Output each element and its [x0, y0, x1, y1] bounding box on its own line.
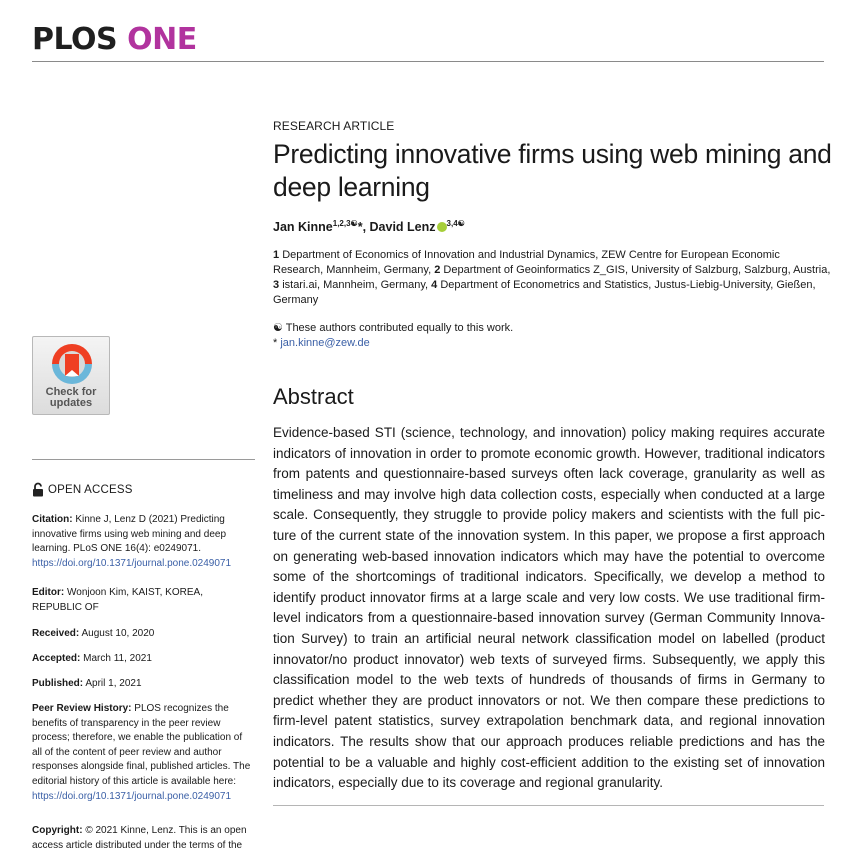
- copyright-label: Copyright:: [32, 825, 83, 836]
- corresponding-email: [273, 336, 370, 351]
- citation-text: Kinne J, Lenz D (2021) Predicting innovative firms using web mining and deep learning. PLoS ONE 16(4): e0249071.: [32, 514, 226, 555]
- check-updates-line2: updates: [49, 397, 93, 409]
- abstract-text: Evidence-based STI (science, technology, and innovation) policy making requires accurate indicators of innovation in order to promote economic growth. However, traditional indicators from patents and questionnaire-based surveys often lack coverage, granularity as well as timeliness and may involve high data collection costs, especially when conducted at a large scale. Consequently, they struggle to provide policy makers and scientists with the full picture of the current state of the innovation system. In this paper, we propose a first approach on generating web-based innovation indicators which may have the potential to overcome some of the shortcomings of traditional indicators. Specifically, we develop a method to identify product innovator firms at a large scale and very low costs. We use traditional firmlevel indicators from a questionnaire-based innovation survey (German Community Innovation Survey) to train an artificial neural network classification model on labelled (product innovator/no product innovator) web texts of surveyed firms. Subsequently, we apply this classification model to the web texts of hundreds of thousands of firms in Germany to predict whether they are product innovators or not. We then compare these predictions to firm-level patent statistics, survey extrapolation benchmark data, and regional innovation indicators. The results show that our approach produces reliable predictions and has the potential to be a valuable and highly cost-efficient addition to the existing set of innovation indicators, especially due to its coverage and regional granularity.: [273, 425, 825, 791]
- logo-one-text: ONE: [127, 22, 197, 57]
- open-access-badge: [32, 482, 133, 497]
- peer-review-doi-link[interactable]: https://doi.org/10.1371/journal.pone.0249071: [32, 790, 232, 802]
- citation-label: Citation:: [32, 514, 73, 525]
- affiliation-number: 4: [431, 279, 438, 291]
- editor-block: [32, 586, 254, 615]
- author-affiliation-marks: 3,4☯: [446, 219, 465, 228]
- logo-plos-text: PLOS: [32, 22, 118, 57]
- citation-block: [32, 513, 254, 571]
- affiliation-number: 2: [434, 264, 441, 276]
- peer-review-label: Peer Review History:: [32, 703, 132, 714]
- peer-review-history-block: [32, 702, 254, 804]
- affiliations: [273, 248, 833, 308]
- received-label: Received:: [32, 628, 80, 639]
- email-star: *: [273, 337, 281, 349]
- corresponding-mark: *,: [357, 220, 370, 235]
- journal-logo[interactable]: [32, 22, 197, 57]
- check-updates-line1: Check for: [45, 386, 97, 398]
- affiliation-number: 3: [273, 279, 280, 291]
- crossmark-icon: [33, 337, 111, 387]
- affiliation-text: Department of Economics of Innovation and Industrial Dynamics, ZEW Centre for European Economic Research, Mannheim, Germany,: [273, 249, 780, 276]
- received-date: August 10, 2020: [79, 628, 155, 639]
- affiliation-text: Department of Geoinformatics Z_GIS, University of Salzburg, Salzburg, Austria,: [443, 264, 831, 276]
- check-for-updates-badge[interactable]: [32, 336, 110, 415]
- author-list: [273, 219, 465, 234]
- orcid-icon[interactable]: [437, 222, 447, 232]
- open-lock-icon: [32, 482, 44, 497]
- editor-text: Wonjoon Kim, KAIST, KOREA, REPUBLIC OF: [32, 587, 203, 613]
- equal-contribution-note: ☯ These authors contributed equally to this work.: [273, 322, 514, 334]
- published-block: [32, 677, 254, 692]
- author-name[interactable]: David Lenz: [369, 220, 436, 235]
- editor-label: Editor:: [32, 587, 65, 598]
- article-type: RESEARCH ARTICLE: [273, 119, 395, 133]
- copyright-text: © 2021 Kinne, Lenz. This is an open access article distributed under the terms of the: [32, 825, 247, 851]
- affiliation-text: Department of Econometrics and Statistics, Justus-Liebig-University, Gießen, Germany: [273, 279, 816, 306]
- received-block: [32, 627, 254, 642]
- accepted-block: [32, 652, 254, 667]
- published-label: Published:: [32, 678, 84, 689]
- published-date: April 1, 2021: [83, 678, 142, 689]
- affiliation-text: istari.ai, Mannheim, Germany,: [282, 279, 432, 291]
- sidebar-divider: [32, 459, 255, 460]
- affiliation-number: 1: [273, 249, 280, 261]
- accepted-label: Accepted:: [32, 653, 81, 664]
- article-title: Predicting innovative firms using web mining and deep learning: [273, 139, 832, 202]
- header-divider: [32, 61, 824, 62]
- accepted-date: March 11, 2021: [80, 653, 152, 664]
- open-access-label: OPEN ACCESS: [48, 483, 133, 496]
- peer-review-text: PLOS recognizes the benefits of transparency in the peer review process; therefore, we enable the publication of all of the content of peer review and author responses alongside final, published articles. The editorial history of this article is available here:: [32, 703, 251, 787]
- abstract-divider: [273, 805, 824, 806]
- abstract-heading: Abstract: [273, 384, 354, 409]
- copyright-block: [32, 824, 254, 853]
- author-name[interactable]: Jan Kinne: [273, 220, 333, 235]
- email-link[interactable]: jan.kinne@zew.de: [280, 337, 370, 349]
- author-affiliation-marks: 1,2,3☯: [332, 219, 358, 228]
- citation-doi-link[interactable]: https://doi.org/10.1371/journal.pone.0249071: [32, 557, 232, 569]
